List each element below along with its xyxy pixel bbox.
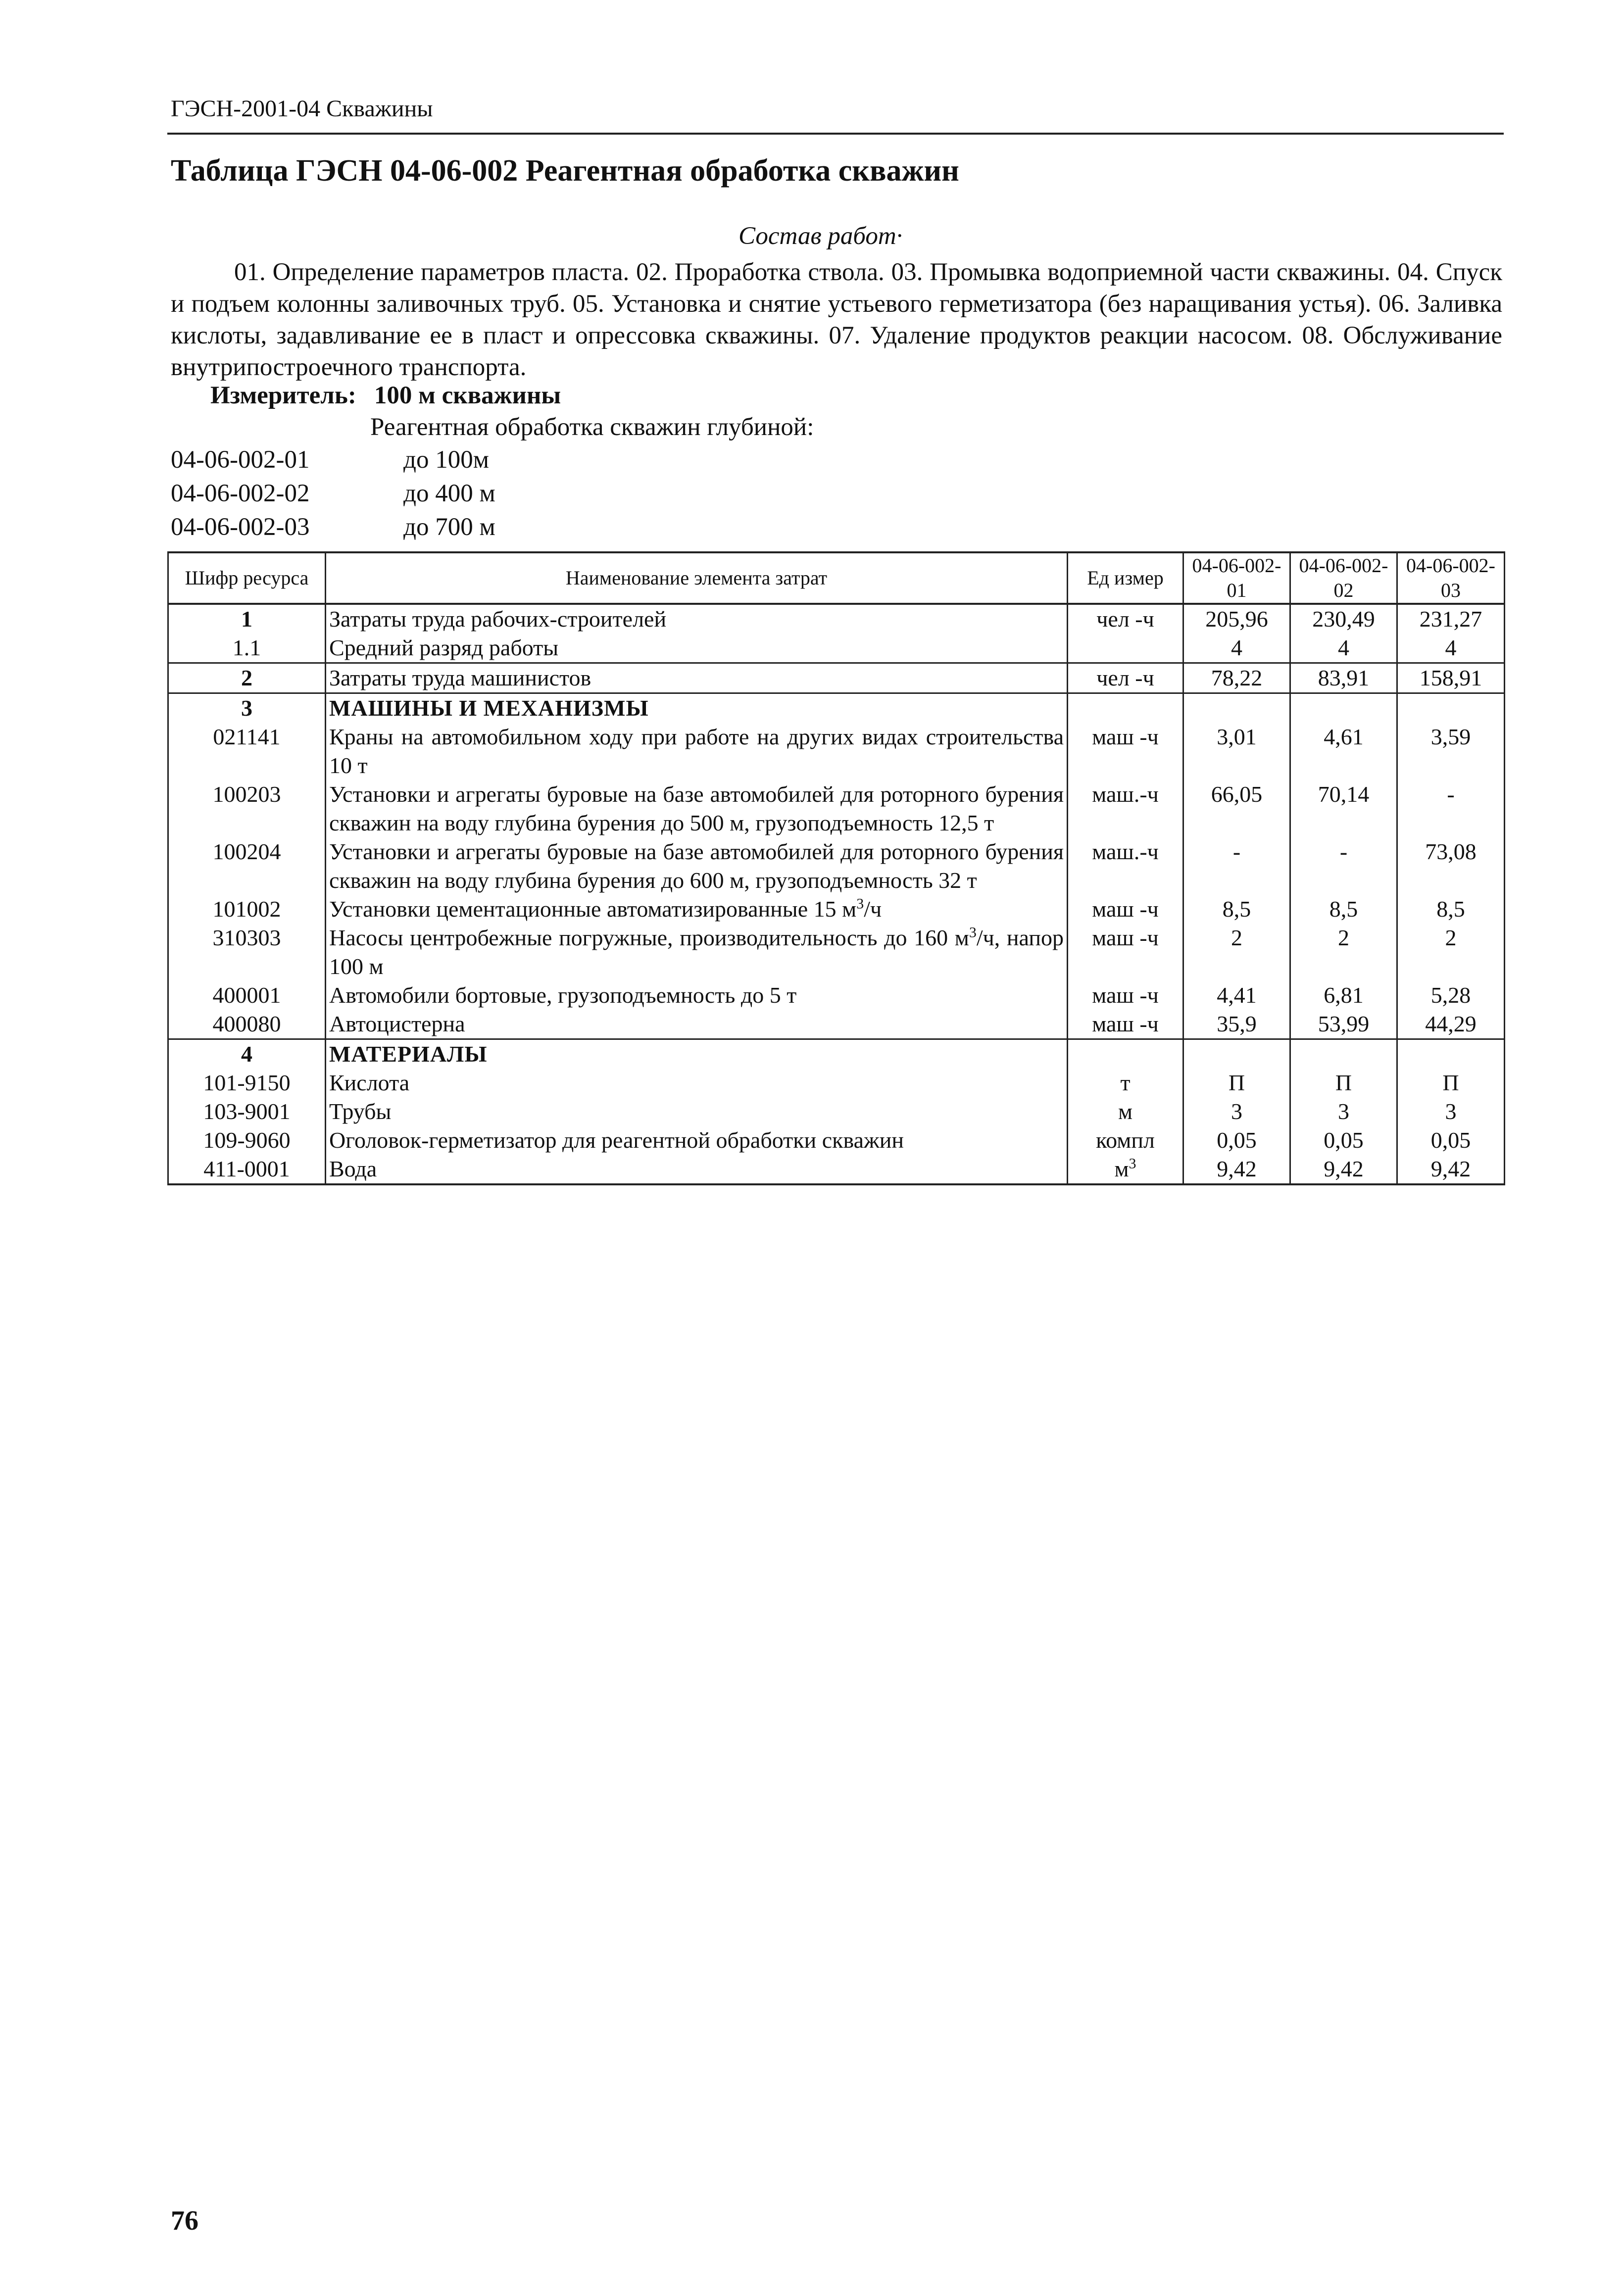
row-value-2: - [1290, 837, 1397, 895]
row-value-1: 3 [1183, 1097, 1290, 1126]
row-value-2: 83,91 [1290, 663, 1397, 693]
row-value-1: 3,01 [1183, 723, 1290, 780]
superscript-3: 3 [856, 895, 864, 912]
row-value-2: 8,5 [1290, 895, 1397, 924]
row-value-3 [1397, 693, 1505, 723]
row-unit: маш -ч [1068, 723, 1183, 780]
meter [210, 381, 561, 410]
row-value-3: 9,42 [1397, 1155, 1505, 1184]
row-name: Вода [326, 1155, 1068, 1184]
row-code: 109-9060 [168, 1126, 326, 1155]
table-row [168, 1155, 1505, 1184]
row-unit [1068, 634, 1183, 663]
table-row [168, 1097, 1505, 1126]
header-variant-3: 04-06-002-03 [1397, 552, 1505, 604]
row-name: Автомобили бортовые, грузоподъемность до 5 т [326, 981, 1068, 1010]
row-value-2: 0,05 [1290, 1126, 1397, 1155]
row-code: 310303 [168, 924, 326, 981]
table-row [168, 663, 1505, 693]
row-name [326, 924, 1068, 981]
table-row [168, 981, 1505, 1010]
row-value-3: 158,91 [1397, 663, 1505, 693]
row-name-suffix: /ч, напор 100 м [329, 925, 1064, 979]
row-name: Затраты труда рабочих-строителей [326, 604, 1068, 634]
row-unit [1068, 1155, 1183, 1184]
variant-code: 04-06-002-01 [171, 446, 310, 474]
row-value-2: 230,49 [1290, 604, 1397, 634]
variant-code: 04-06-002-02 [171, 480, 310, 507]
row-unit [1068, 693, 1183, 723]
row-name: Автоцистерна [326, 1010, 1068, 1039]
header-code: Шифр ресурса [168, 552, 326, 604]
section-title: МАШИНЫ И МЕХАНИЗМЫ [326, 693, 1068, 723]
row-unit: маш -ч [1068, 981, 1183, 1010]
row-value-3: 3,59 [1397, 723, 1505, 780]
row-value-2: 3 [1290, 1097, 1397, 1126]
meter-label: Измеритель: [210, 382, 356, 409]
row-unit: чел -ч [1068, 663, 1183, 693]
table-row [168, 1010, 1505, 1039]
table-row [168, 634, 1505, 663]
row-value-1: 9,42 [1183, 1155, 1290, 1184]
row-code: 100204 [168, 837, 326, 895]
composition-text: 01. Определение параметров пласта. 02. Проработка ствола. 03. Промывка водоприемной части скважины. 04. Спуск и подъем колонны заливочных труб. 05. Установка и снятие устьевого герметизатора (без наращивания устья). 06. Заливка кислоты, задавливание ее в пласт и опрессовка скважины. 07. Удаление продуктов реакции насосом. 08. Обслуживание внутрипостроечного транспорта. [171, 258, 1502, 381]
row-value-1: 66,05 [1183, 780, 1290, 837]
row-value-2: 53,99 [1290, 1010, 1397, 1039]
row-name: Установки и агрегаты буровые на базе автомобилей для роторного бурения скважин на воду глубина бурения до 600 м, грузоподъемность 32 т [326, 837, 1068, 895]
row-value-1: 205,96 [1183, 604, 1290, 634]
row-name: Трубы [326, 1097, 1068, 1126]
table-row [168, 1069, 1505, 1097]
row-value-3: 231,27 [1397, 604, 1505, 634]
variant-label: до 700 м [403, 513, 495, 541]
header-variant-1: 04-06-002-01 [1183, 552, 1290, 604]
row-value-3: - [1397, 780, 1505, 837]
meter-value: 100 м скважины [374, 382, 561, 409]
table-row [168, 604, 1505, 634]
row-value-1: 35,9 [1183, 1010, 1290, 1039]
table-row [168, 837, 1505, 895]
row-value-1: 4 [1183, 634, 1290, 663]
row-value-2: П [1290, 1069, 1397, 1097]
header-rule [167, 133, 1504, 135]
row-value-2 [1290, 693, 1397, 723]
row-code: 411-0001 [168, 1155, 326, 1184]
row-value-1 [1183, 1039, 1290, 1069]
header-unit: Ед измер [1068, 552, 1183, 604]
row-value-2: 70,14 [1290, 780, 1397, 837]
row-value-1: 0,05 [1183, 1126, 1290, 1155]
row-name: Кислота [326, 1069, 1068, 1097]
row-name: Оголовок-герметизатор для реагентной обработки скважин [326, 1126, 1068, 1155]
row-value-1: 78,22 [1183, 663, 1290, 693]
row-unit: маш -ч [1068, 1010, 1183, 1039]
row-code: 021141 [168, 723, 326, 780]
row-code: 101-9150 [168, 1069, 326, 1097]
row-value-3 [1397, 1039, 1505, 1069]
variant-row [171, 479, 495, 508]
row-value-3: 0,05 [1397, 1126, 1505, 1155]
row-value-1: 2 [1183, 924, 1290, 981]
header-name: Наименование элемента затрат [326, 552, 1068, 604]
row-value-2: 2 [1290, 924, 1397, 981]
row-code: 1.1 [168, 634, 326, 663]
row-code: 101002 [168, 895, 326, 924]
section-code: 4 [168, 1039, 326, 1069]
row-value-3: 5,28 [1397, 981, 1505, 1010]
variant-row [171, 513, 495, 541]
row-code: 400001 [168, 981, 326, 1010]
row-value-2 [1290, 1039, 1397, 1069]
section-code: 3 [168, 693, 326, 723]
variant-code: 04-06-002-03 [171, 513, 310, 541]
row-value-1: - [1183, 837, 1290, 895]
section-row [168, 693, 1505, 723]
table-row [168, 924, 1505, 981]
row-unit: маш -ч [1068, 924, 1183, 981]
row-value-2: 6,81 [1290, 981, 1397, 1010]
table-row [168, 1126, 1505, 1155]
row-value-1: П [1183, 1069, 1290, 1097]
table-row [168, 723, 1505, 780]
page-number: 76 [171, 2205, 198, 2236]
unit-text: м [1114, 1156, 1129, 1181]
row-name-suffix: /ч [864, 896, 882, 922]
table-row [168, 895, 1505, 924]
row-code: 103-9001 [168, 1097, 326, 1126]
section-title: МАТЕРИАЛЫ [326, 1039, 1068, 1069]
row-value-3: 8,5 [1397, 895, 1505, 924]
row-code: 2 [168, 663, 326, 693]
row-unit: т [1068, 1069, 1183, 1097]
row-value-1: 4,41 [1183, 981, 1290, 1010]
variant-label: до 100м [403, 446, 489, 474]
row-unit [1068, 1039, 1183, 1069]
row-unit: маш -ч [1068, 895, 1183, 924]
row-value-3: 73,08 [1397, 837, 1505, 895]
section-row [168, 1039, 1505, 1069]
row-name [326, 895, 1068, 924]
table-title: Таблица ГЭСН 04-06-002 Реагентная обработка скважин [171, 154, 959, 188]
row-name: Краны на автомобильном ходу при работе на других видах строительства 10 т [326, 723, 1068, 780]
row-value-3: 3 [1397, 1097, 1505, 1126]
superscript-3: 3 [1129, 1155, 1136, 1172]
row-unit: чел -ч [1068, 604, 1183, 634]
variant-label: до 400 м [403, 480, 495, 507]
row-value-1: 8,5 [1183, 895, 1290, 924]
table-header-row [168, 552, 1505, 604]
row-value-2: 9,42 [1290, 1155, 1397, 1184]
composition-heading: Состав работ· [738, 222, 903, 250]
row-value-2: 4,61 [1290, 723, 1397, 780]
variant-row [171, 445, 489, 474]
row-unit: м [1068, 1097, 1183, 1126]
row-name: Затраты труда машинистов [326, 663, 1068, 693]
running-title: ГЭСН-2001-04 Скважины [171, 96, 433, 122]
norms-table [167, 551, 1505, 1185]
variants-subtitle: Реагентная обработка скважин глубиной: [370, 413, 814, 441]
row-code: 400080 [168, 1010, 326, 1039]
row-value-3: 2 [1397, 924, 1505, 981]
row-unit: маш.-ч [1068, 780, 1183, 837]
row-unit: компл [1068, 1126, 1183, 1155]
table-row [168, 780, 1505, 837]
row-code: 1 [168, 604, 326, 634]
row-value-2: 4 [1290, 634, 1397, 663]
row-value-3: 4 [1397, 634, 1505, 663]
row-name-text: Установки цементационные автоматизированные 15 м [329, 896, 857, 922]
superscript-3: 3 [969, 924, 977, 941]
row-name: Установки и агрегаты буровые на базе автомобилей для роторного бурения скважин на воду глубина бурения до 500 м, грузоподъемность 12,5 т [326, 780, 1068, 837]
row-value-1 [1183, 693, 1290, 723]
row-value-3: П [1397, 1069, 1505, 1097]
row-name-text: Насосы центробежные погружные, производительность до 160 м [329, 925, 969, 950]
row-value-3: 44,29 [1397, 1010, 1505, 1039]
header-variant-2: 04-06-002-02 [1290, 552, 1397, 604]
row-name: Средний разряд работы [326, 634, 1068, 663]
row-unit: маш.-ч [1068, 837, 1183, 895]
row-code: 100203 [168, 780, 326, 837]
